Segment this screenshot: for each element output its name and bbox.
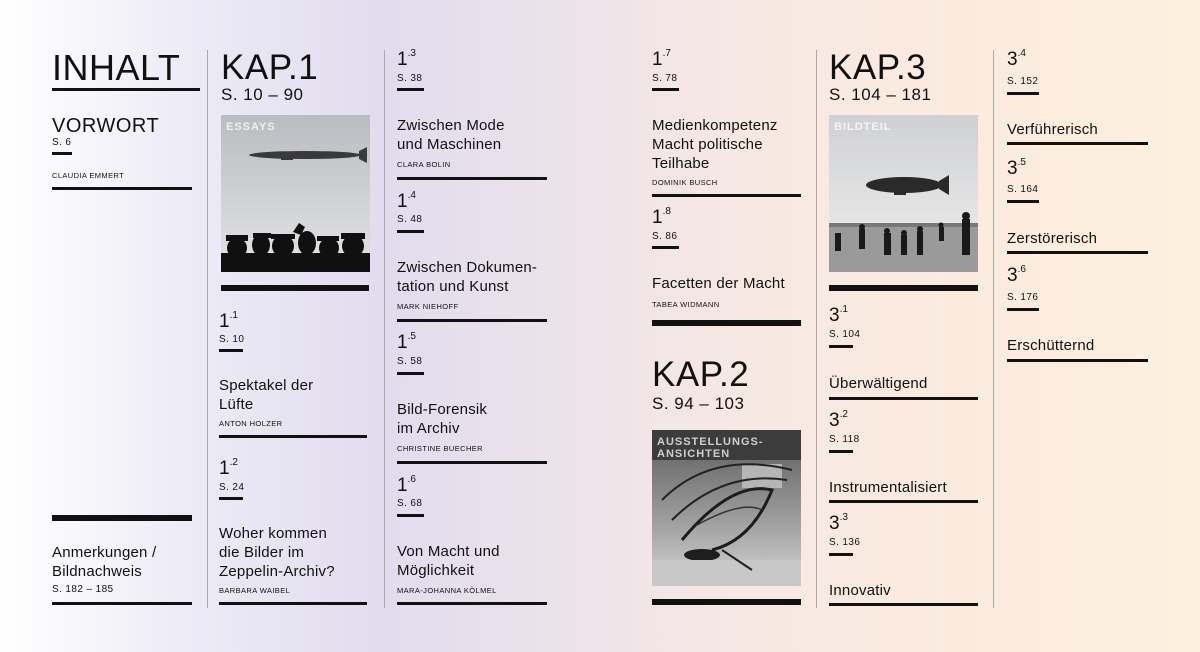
section-rule: [221, 285, 369, 291]
anmerkungen-pages: S. 182 – 185: [52, 584, 114, 595]
entry-number: $3^{.6}$: [1007, 264, 1026, 286]
entry-rule: [1007, 359, 1148, 362]
column-divider: [816, 50, 817, 608]
entry-pages: S. 118: [829, 434, 860, 445]
vorwort-author: CLAUDIA EMMERT: [52, 171, 125, 180]
entry-number: $3^{.1}$: [829, 304, 848, 326]
contents-heading: INHALT: [52, 47, 181, 88]
entry-title: Zwischen Dokumen- tation und Kunst: [397, 259, 538, 295]
page-marker-rule: [652, 88, 679, 91]
entry-title: Medienkompetenz Macht politische Teilhabe: [652, 117, 778, 172]
entry-rule: [397, 177, 547, 180]
entry-pages: S. 164: [1007, 184, 1039, 195]
essays-image-label: ESSAYS: [226, 121, 276, 133]
vorwort-title: VORWORT: [52, 115, 160, 137]
page-marker-rule: [829, 450, 853, 453]
entry-rule: [1007, 142, 1148, 145]
vorwort-pages: S. 6: [52, 137, 72, 148]
entry-number: $3^{.4}$: [1007, 48, 1026, 70]
page-marker-rule: [652, 246, 679, 249]
anmerkungen-title: Anmerkungen / Bildnachweis: [52, 544, 157, 580]
entry-rule: [397, 602, 547, 605]
page-marker-rule: [397, 230, 424, 233]
column-divider: [207, 50, 208, 608]
entry-number: $1^{.4}$: [397, 190, 416, 212]
entry-number: $3^{.2}$: [829, 409, 848, 431]
entry-pages: S. 68: [397, 498, 423, 509]
exhibition-image-label: AUSSTELLUNGS- ANSICHTEN: [657, 436, 764, 461]
entry-pages: S. 136: [829, 537, 861, 548]
section-rule: [829, 285, 978, 291]
entry-title: Spektakel der Lüfte: [219, 377, 314, 413]
page-marker-rule: [52, 152, 72, 155]
entry-pages: S. 10: [219, 334, 245, 345]
entry-title: Facetten der Macht: [652, 275, 785, 292]
entry-number: $1^{.8}$: [652, 206, 671, 228]
chapter-3-heading: KAP.3: [829, 48, 927, 87]
entry-number: $3^{.5}$: [1007, 157, 1026, 179]
entry-title: Erschütternd: [1007, 337, 1095, 354]
entry-rule: [219, 435, 367, 438]
entry-author: CHRISTINE BUECHER: [397, 444, 483, 453]
entry-author: ANTON HOLZER: [219, 419, 283, 428]
entry-pages: S. 152: [1007, 76, 1039, 87]
chapter-3-pages: S. 104 – 181: [829, 85, 932, 104]
entry-rule: [829, 500, 978, 503]
entry-title: Von Macht und Möglichkeit: [397, 543, 500, 579]
entry-title: Zerstörerisch: [1007, 230, 1098, 247]
entry-pages: S. 104: [829, 329, 861, 340]
page-marker-rule: [397, 514, 424, 517]
entry-author: MARK NIEHOFF: [397, 302, 459, 311]
bildteil-image-label: BILDTEIL: [834, 121, 892, 133]
entry-author: DOMINIK BUSCH: [652, 178, 718, 187]
entry-author: BARBARA WAIBEL: [219, 586, 291, 595]
entry-pages: S. 78: [652, 73, 678, 84]
entry-title: Innovativ: [829, 582, 891, 599]
exhibition-image: [652, 430, 801, 586]
column-divider: [384, 50, 385, 608]
page-marker-rule: [1007, 92, 1039, 95]
chapter-2-pages: S. 94 – 103: [652, 394, 745, 413]
entry-number: $3^{.3}$: [829, 512, 848, 534]
entry-title: Zwischen Mode und Maschinen: [397, 117, 505, 153]
page-marker-rule: [219, 349, 243, 352]
entry-number: $1^{.2}$: [219, 457, 238, 479]
entry-rule: [652, 194, 801, 197]
entry-number: $1^{.5}$: [397, 331, 416, 353]
page-marker-rule: [829, 345, 853, 348]
entry-number: $1^{.3}$: [397, 48, 416, 70]
entry-rule: [829, 397, 978, 400]
entry-author: TABEA WIDMANN: [652, 300, 720, 309]
page-marker-rule: [397, 372, 424, 375]
section-rule: [52, 515, 192, 521]
entry-pages: S. 86: [652, 231, 678, 242]
entry-rule: [397, 461, 547, 464]
entry-title: Bild-Forensik im Archiv: [397, 401, 488, 437]
section-rule: [652, 599, 801, 605]
chapter-1-heading: KAP.1: [221, 48, 319, 87]
entry-rule: [52, 187, 192, 190]
entry-title: Instrumentalisiert: [829, 479, 947, 496]
entry-rule: [219, 602, 367, 605]
entry-pages: S. 24: [219, 482, 245, 493]
page-marker-rule: [219, 497, 243, 500]
entry-pages: S. 58: [397, 356, 423, 367]
page-marker-rule: [1007, 308, 1039, 311]
entry-author: MARA-JOHANNA KÖLMEL: [397, 586, 497, 595]
column-divider: [993, 50, 994, 608]
entry-rule: [397, 319, 547, 322]
entry-title: Verführerisch: [1007, 121, 1098, 138]
entry-rule: [52, 602, 192, 605]
entry-rule: [829, 603, 978, 606]
essays-image: [221, 115, 370, 272]
entry-title: Woher kommen die Bilder im Zeppelin-Archiv?: [219, 525, 335, 580]
entry-pages: S. 176: [1007, 292, 1039, 303]
page-marker-rule: [397, 88, 424, 91]
page-marker-rule: [829, 553, 853, 556]
entry-number: $1^{.6}$: [397, 474, 416, 496]
entry-number: $1^{.1}$: [219, 310, 238, 332]
entry-title: Überwältigend: [829, 375, 928, 392]
section-rule: [652, 320, 801, 326]
page-marker-rule: [1007, 200, 1039, 203]
entry-pages: S. 48: [397, 214, 423, 225]
bildteil-image: [829, 115, 978, 272]
chapter-2-heading: KAP.2: [652, 355, 750, 394]
entry-author: CLARA BOLIN: [397, 160, 451, 169]
entry-number: $1^{.7}$: [652, 48, 671, 70]
entry-rule: [1007, 251, 1148, 254]
chapter-1-pages: S. 10 – 90: [221, 85, 304, 104]
heading-rule: [52, 88, 200, 91]
entry-pages: S. 38: [397, 73, 423, 84]
